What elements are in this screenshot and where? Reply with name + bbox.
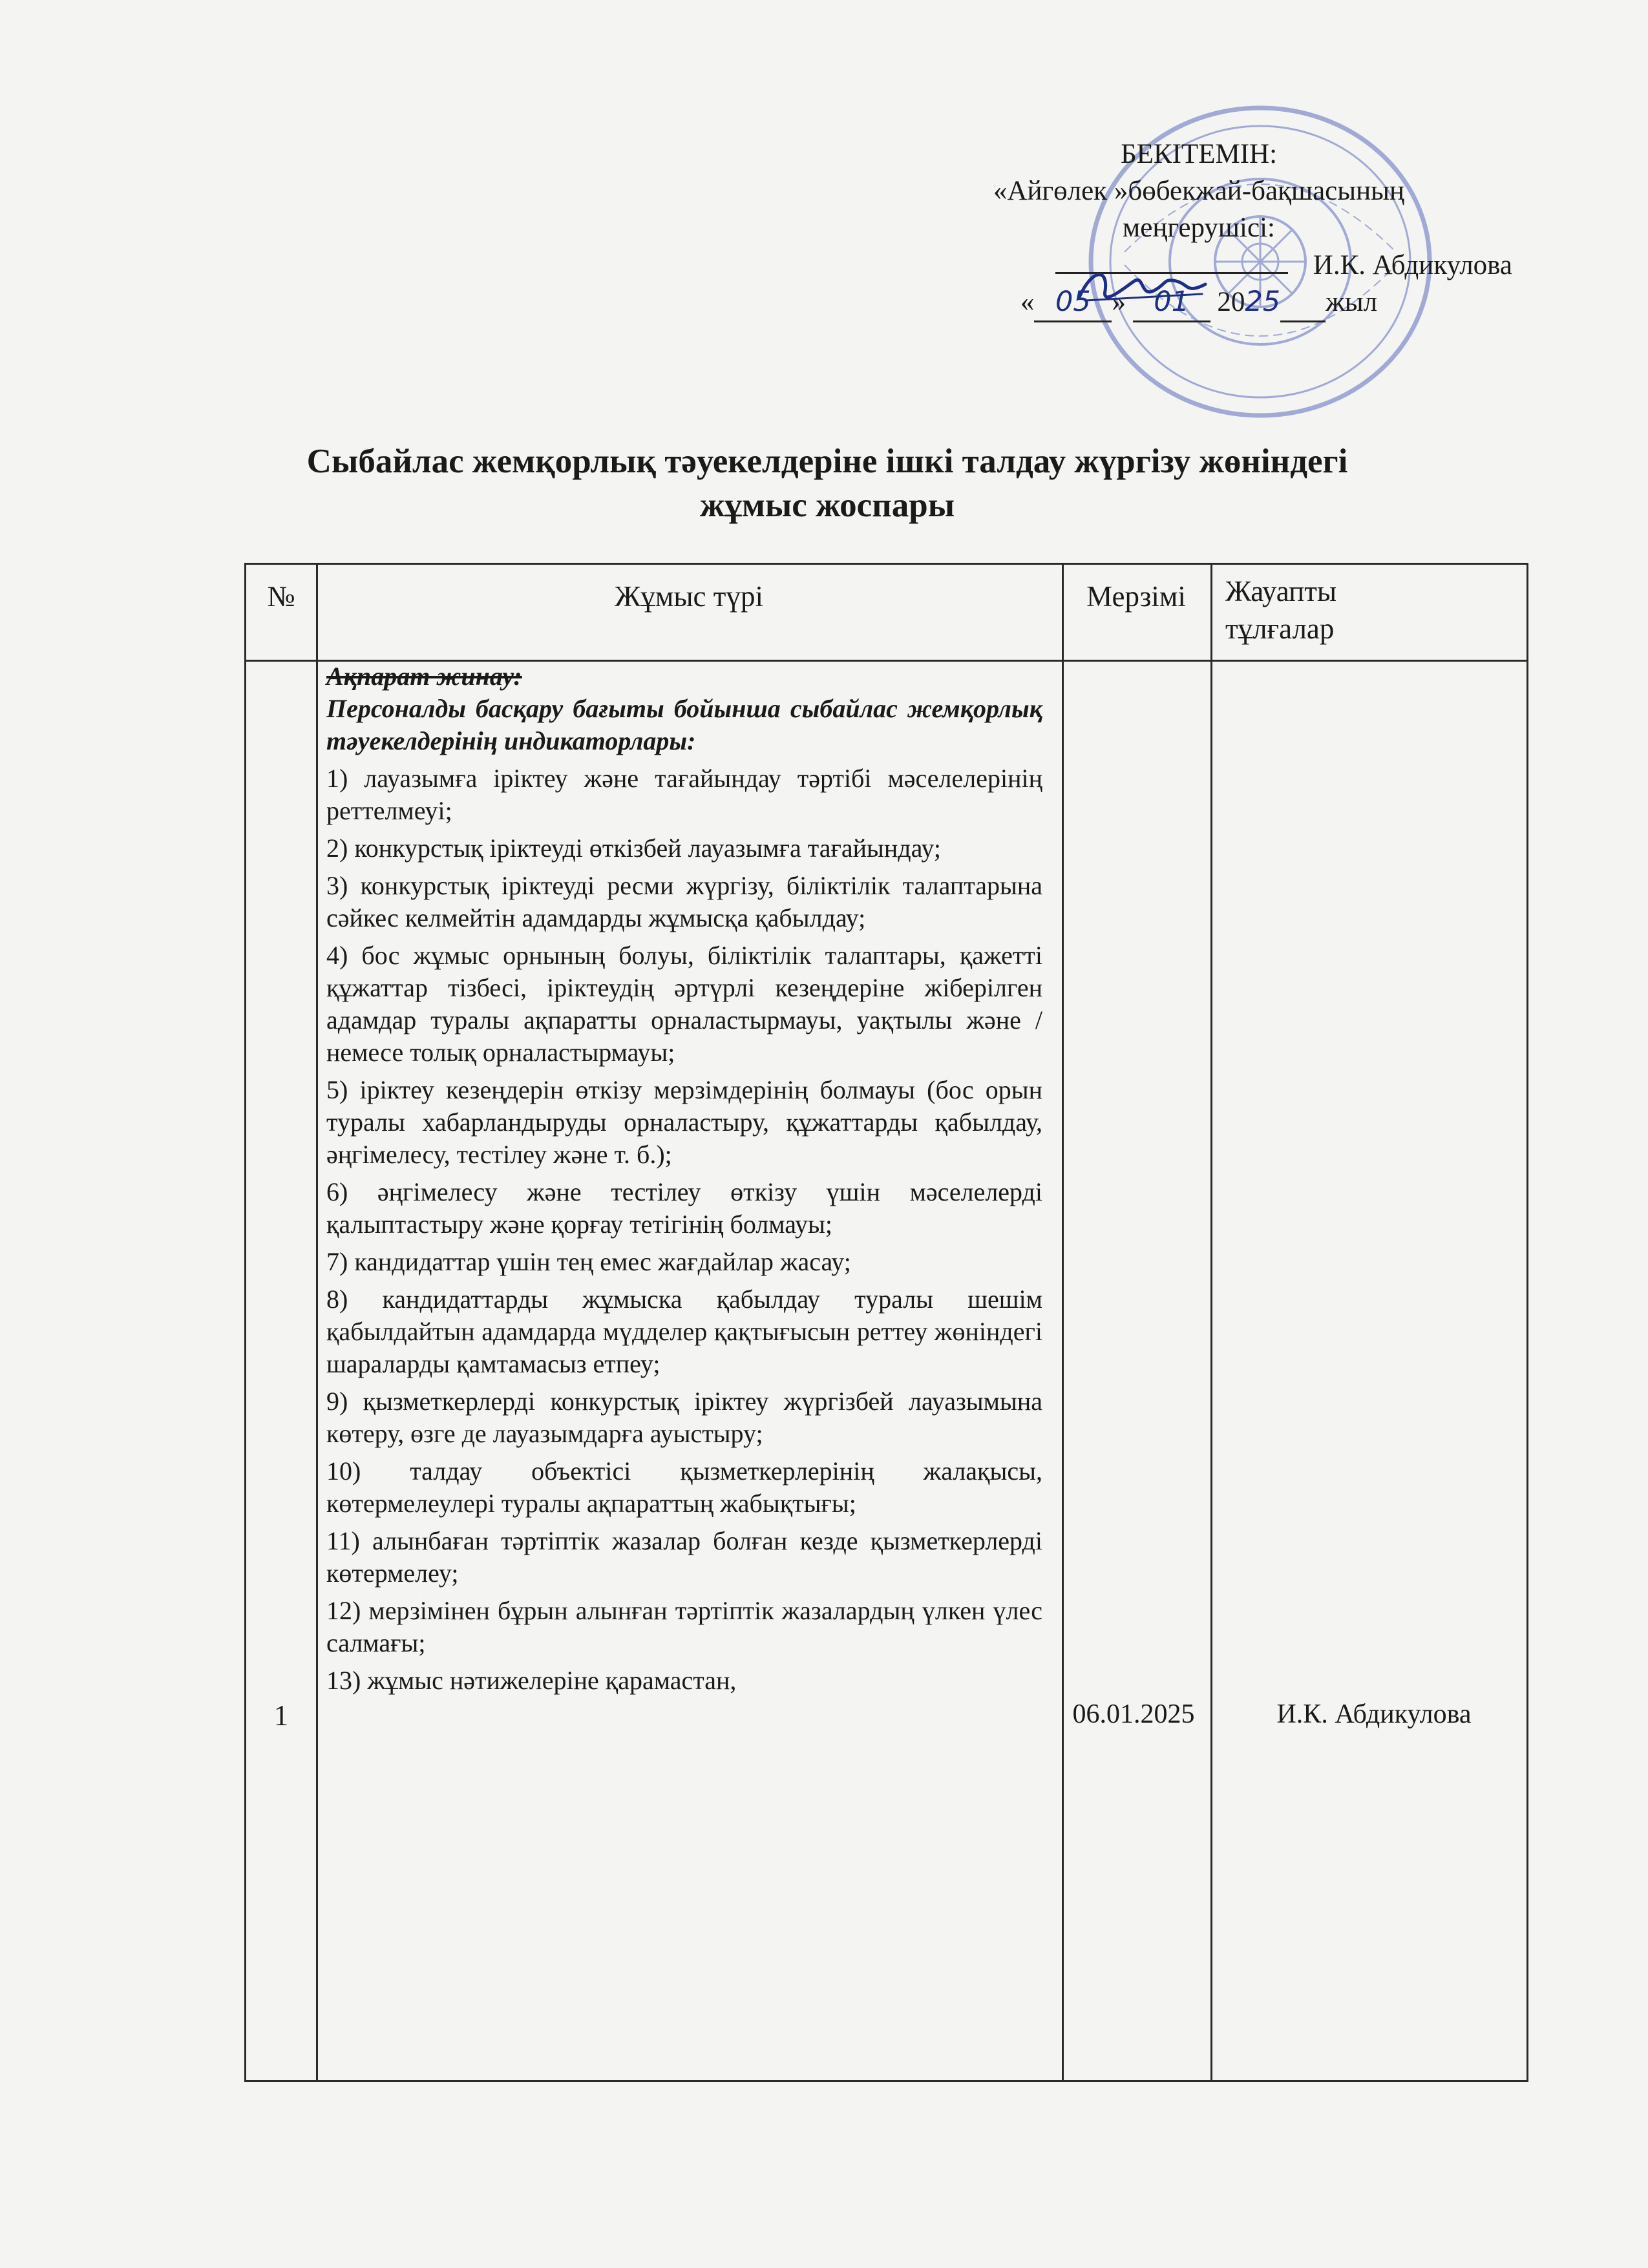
list-item: 9) қызметкерлерді конкурстық іріктеу жүргізбей лауазымына көтеру, өзге де лауазымдарға ауыстыру; — [326, 1387, 1042, 1448]
list-item: 1) лауазымға іріктеу және тағайындау тәртібі мәселелерінің реттелмеуі; — [326, 764, 1042, 825]
row-heading: Ақпарат жинау: — [326, 662, 522, 691]
list-item: 4) бос жұмыс орнының болуы, біліктілік талаптары, қажетті құжаттар тізбесі, іріктеудің әртүрлі кезеңдеріне жіберілген адамдар туралы ақпаратты орналастырмауы, уақтылы және / немесе толық орналастырмауы; — [326, 941, 1042, 1067]
list-item: 7) кандидаттар үшін тең емес жағдайлар жасау; — [326, 1247, 851, 1276]
header-work-type: Жұмыс түрі — [615, 580, 763, 613]
document-title — [213, 439, 1441, 527]
list-item: 12) мерзімінен бұрын алынған тәртіптік жазалардың үлкен үлес салмағы; — [326, 1596, 1042, 1657]
handwritten-signature — [1073, 262, 1215, 313]
list-item: 8) кандидаттарды жұмыска қабылдау туралы шешім қабылдайтын адамдарда мүдделер қақтығысын реттеу жөніндегі шараларды қамтамасыз етпеу; — [326, 1285, 1042, 1378]
approval-organization: «Айгөлек »бөбекжай-бақшасының — [993, 176, 1405, 206]
row-work-description — [326, 662, 1042, 1702]
row-subheading: Персоналды басқару бағыты бойынша сыбайлас жемқорлық тәуекелдерінің индикаторлары: — [326, 694, 1042, 755]
approval-date: « 05 » 01 2025 жыл — [860, 284, 1538, 322]
title-line-2: жұмыс жоспары — [699, 487, 955, 524]
list-item: 13) жұмыс нәтижелеріне қарамастан, — [326, 1666, 737, 1695]
date-word: жыл — [1326, 287, 1378, 317]
row-number: 1 — [273, 1699, 289, 1732]
list-item: 6) әңгімелесу және тестілеу өткізу үшін мәселелерді қалыптастыру және қорғау тетігінің болмауы; — [326, 1177, 1042, 1239]
plan-table — [244, 563, 1528, 2082]
date-month: 01 — [1133, 284, 1210, 322]
row-responsible: И.К. Абдикулова — [1276, 1699, 1472, 1729]
row-deadline: 06.01.2025 — [1072, 1699, 1195, 1729]
list-item: 3) конкурстық іріктеуді ресми жүргізу, біліктілік талаптарына сәйкес келмейтін адамдарды жұмысқа қабылдау; — [326, 871, 1042, 932]
list-item: 2) конкурстық іріктеуді өткізбей лауазымға тағайындау; — [326, 834, 941, 863]
date-year-suffix: 25 — [1245, 286, 1281, 318]
title-line-1: Сыбайлас жемқорлық тәуекелдеріне ішкі талдау жүргізу жөніндегі — [306, 443, 1348, 480]
header-deadline: Мерзімі — [1086, 580, 1186, 613]
list-item: 10) талдау объектісі қызметкерлерінің жалақысы, көтермелеулері туралы ақпараттың жабықтығы; — [326, 1456, 1042, 1518]
approval-signer: И.К. Абдикулова — [1313, 250, 1512, 280]
approval-position: меңгерушісі: — [1123, 213, 1275, 243]
list-item: 11) алынбаған тәртіптік жазалар болған кезде қызметкерлерді көтермелеу; — [326, 1526, 1042, 1588]
date-day: 05 — [1034, 284, 1112, 322]
list-item: 5) іріктеу кезеңдерін өткізу мерзімдерінің болмауы (бос орын туралы хабарландыруды орналастыру, құжаттарды қабылдау, әңгімелесу, тестілеу және т. б.); — [326, 1075, 1042, 1169]
approval-heading: БЕКІТЕМІН: — [1120, 139, 1278, 169]
header-responsible: Жауапты тұлғалар — [1225, 575, 1337, 645]
header-number: № — [267, 580, 295, 613]
